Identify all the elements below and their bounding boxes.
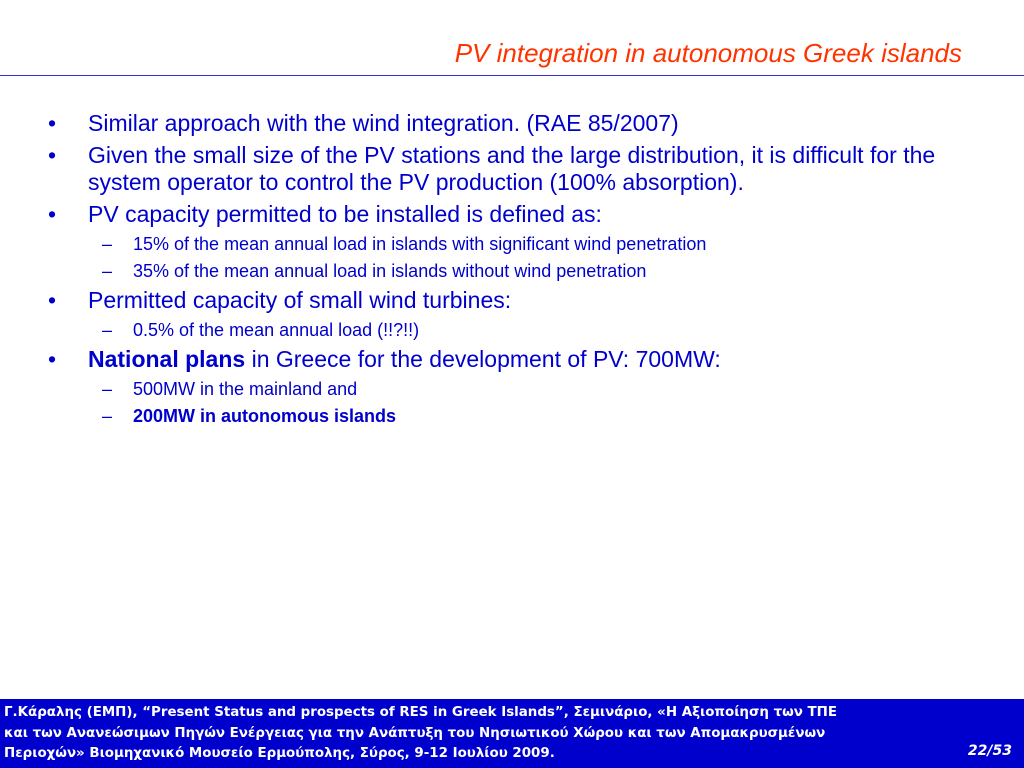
- bullet-item: [0, 201, 960, 228]
- bullet-text: PV capacity permitted to be installed is defined as:: [88, 201, 602, 227]
- footer-bar: [0, 699, 1024, 768]
- dash-marker: –: [102, 261, 113, 281]
- sub-bullet-item: [0, 319, 960, 341]
- dash-marker: –: [102, 379, 113, 399]
- footer-line: και των Ανανεώσιμων Πηγών Ενέργειας για την Ανάπτυξη του Νησιωτικού Χώρου και των Απομακρυσμένων: [4, 725, 826, 741]
- bullet-marker: •: [48, 346, 57, 372]
- sub-bullet-text: 0.5% of the mean annual load (!!?!!): [133, 320, 420, 340]
- footer-citation: [4, 703, 944, 765]
- dash-marker: –: [102, 406, 113, 426]
- footer-line: Περιοχών» Βιομηχανικό Μουσείο Ερμούπολης, Σύρος, 9-12 Ιουλίου 2009.: [4, 746, 555, 761]
- bullet-marker: •: [48, 287, 57, 313]
- bullet-text: in Greece for the development of PV: 700MW:: [245, 346, 721, 372]
- bullet-text: Given the small size of the PV stations and the large distribution, it is difficult for the system operator to control the PV production (100% absorption).: [88, 142, 936, 195]
- dash-marker: –: [102, 320, 113, 340]
- sub-bullet-item: [0, 260, 960, 282]
- bullet-item: [0, 110, 960, 137]
- bullet-marker: •: [48, 201, 57, 227]
- sub-bullet-text: 500MW in the mainland and: [133, 379, 358, 399]
- footer-line: Γ.Κάραλης (ΕΜΠ), “Present Status and prospects of RES in Greek Islands”, Σεμινάριο, «Η Αξιοποίηση των ΤΠΕ: [4, 705, 838, 720]
- sub-bullet-text: 15% of the mean annual load in islands with significant wind penetration: [133, 234, 707, 254]
- bullet-item: [0, 287, 960, 314]
- bullet-item: [0, 346, 960, 373]
- sub-bullet-item: [0, 378, 960, 400]
- dash-marker: –: [102, 234, 113, 254]
- bullet-marker: •: [48, 110, 57, 136]
- bullet-marker: •: [48, 142, 57, 168]
- bullet-text: Similar approach with the wind integration. (RAE 85/2007): [88, 110, 679, 136]
- title-divider: [0, 75, 1024, 76]
- sub-bullet-text-bold: 200MW in autonomous islands: [133, 406, 397, 426]
- sub-bullet-item: [0, 233, 960, 255]
- slide-content: [0, 110, 960, 432]
- bullet-item: [0, 142, 960, 196]
- bullet-text-bold: National plans: [88, 346, 246, 372]
- sub-bullet-item: [0, 405, 960, 427]
- slide-title: PV integration in autonomous Greek islands: [454, 38, 962, 68]
- page-number: 22/53: [967, 743, 1012, 759]
- sub-bullet-text: 35% of the mean annual load in islands without wind penetration: [133, 261, 647, 281]
- bullet-text: Permitted capacity of small wind turbines:: [88, 287, 512, 313]
